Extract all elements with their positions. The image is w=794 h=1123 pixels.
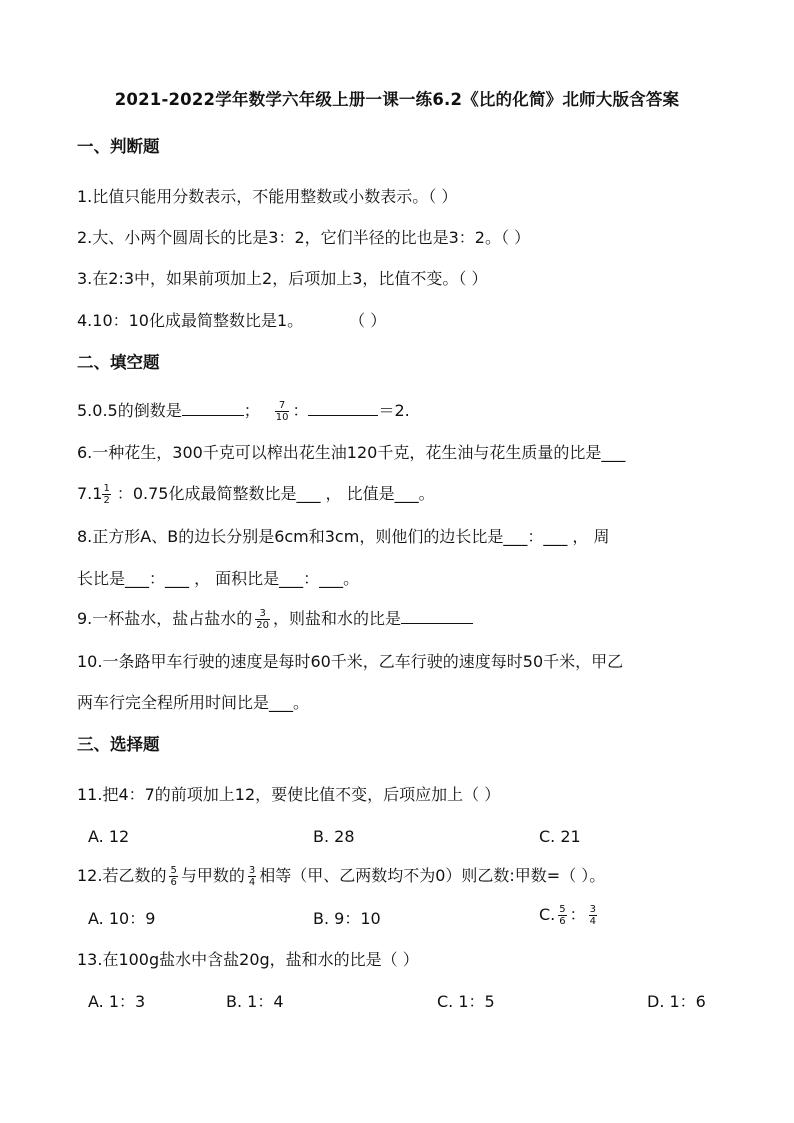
fraction-numerator: 3 (255, 608, 270, 620)
question-5-text-d: ＝2. (378, 401, 410, 420)
question-5-text-c: ： (292, 401, 309, 420)
answer-blank[interactable] (401, 607, 473, 624)
section-heading-fill: 二、填空题 (77, 353, 160, 372)
q13-option-a[interactable]: A. 1：3 (88, 992, 146, 1011)
answer-blank[interactable] (308, 399, 378, 416)
fraction-3-4 (248, 865, 256, 888)
fraction-numerator: 7 (275, 400, 290, 412)
fraction-denominator: 4 (589, 916, 597, 927)
fraction-denominator: 6 (559, 916, 566, 927)
answer-blank[interactable] (182, 399, 244, 416)
q12-option-a[interactable]: A. 10：9 (88, 909, 156, 928)
question-12 (77, 864, 605, 888)
fraction-numerator: 3 (589, 904, 597, 915)
q13-option-b[interactable]: B. 1：4 (226, 992, 284, 1011)
question-1: 1.比值只能用分数表示，不能用整数或小数表示。（ ） (77, 187, 458, 206)
q13-option-c[interactable]: C. 1：5 (437, 992, 495, 1011)
fraction-3-20 (255, 608, 270, 631)
q12-option-c[interactable] (539, 903, 600, 927)
fraction-1-2 (102, 483, 110, 506)
question-12-text-a: 12.若乙数的 (77, 866, 167, 885)
question-9-text-a: 9.一杯盐水，盐占盐水的 (77, 609, 253, 628)
q11-option-b[interactable]: B. 28 (313, 827, 355, 846)
fraction-numerator: 3 (248, 865, 256, 876)
option-c-sep: ： (569, 905, 586, 924)
fraction-numerator: 5 (559, 904, 566, 915)
fraction-denominator: 6 (170, 877, 177, 888)
question-4-text: 4.10：10化成最简整数比是1。 (77, 311, 304, 330)
question-4 (77, 309, 386, 333)
question-9-text-b: ，则盐和水的比是 (273, 609, 402, 628)
fraction-denominator: 4 (248, 877, 256, 888)
page-title: 2021-2022学年数学六年级上册一课一练6.2《比的化简》北师大版含答案 (114, 90, 680, 109)
fraction-denominator: 2 (103, 495, 110, 506)
fraction-numerator: 5 (170, 865, 177, 876)
question-10-line-2: 两车行完全程所用时间比是___。 (77, 693, 310, 712)
q11-option-a[interactable]: A. 12 (88, 827, 130, 846)
question-7 (77, 482, 435, 506)
question-11: 11.把4：7的前项加上12，要使比值不变，后项应加上（ ） (77, 785, 501, 804)
question-5 (77, 399, 410, 423)
question-12-text-c: 相等（甲、乙两数均不为0）则乙数:甲数=（ ）。 (259, 866, 606, 885)
q11-option-c[interactable]: C. 21 (539, 827, 581, 846)
fraction-7-10 (275, 400, 290, 423)
fraction-numerator: 1 (103, 483, 110, 494)
question-8-line-1: 8.正方形A、B的边长分别是6cm和3cm，则他们的边长比是___：___ ， 周 (77, 527, 610, 546)
question-3: 3.在2:3中，如果前项加上2，后项加上3，比值不变。（ ） (77, 269, 488, 288)
section-heading-choice: 三、选择题 (77, 735, 160, 754)
fraction-denominator: 20 (256, 620, 270, 631)
fraction-5-6 (169, 865, 177, 888)
question-8-line-2: 长比是___：___ ， 面积比是___：___。 (77, 569, 360, 588)
question-5-text-a: 5.0.5的倒数是 (77, 401, 182, 420)
question-7-text-b: ：0.75化成最简整数比是___ ， 比值是___。 (116, 484, 435, 503)
fraction-5-6 (558, 904, 566, 927)
section-heading-judgement: 一、判断题 (77, 137, 160, 156)
question-6: 6.一种花生，300千克可以榨出花生油120千克，花生油与花生质量的比是___ (77, 443, 626, 462)
question-4-paren: （ ） (349, 311, 387, 330)
question-2: 2.大、小两个圆周长的比是3：2，它们半径的比也是3：2。（ ） (77, 228, 531, 247)
q12-option-b[interactable]: B. 9：10 (313, 909, 381, 928)
fraction-denominator: 10 (275, 412, 289, 423)
question-13: 13.在100g盐水中含盐20g，盐和水的比是（ ） (77, 950, 419, 969)
fraction-3-4 (589, 904, 597, 927)
question-5-text-b: ； (243, 401, 260, 420)
question-9 (77, 607, 473, 631)
question-10-line-1: 10.一条路甲车行驶的速度是每时60千米，乙车行驶的速度每时50千米，甲乙 (77, 652, 624, 671)
question-12-text-b: 与甲数的 (180, 866, 245, 885)
question-7-text-a: 7.1 (77, 484, 103, 503)
q13-option-d[interactable]: D. 1：6 (647, 992, 706, 1011)
option-c-label: C. (539, 905, 556, 924)
